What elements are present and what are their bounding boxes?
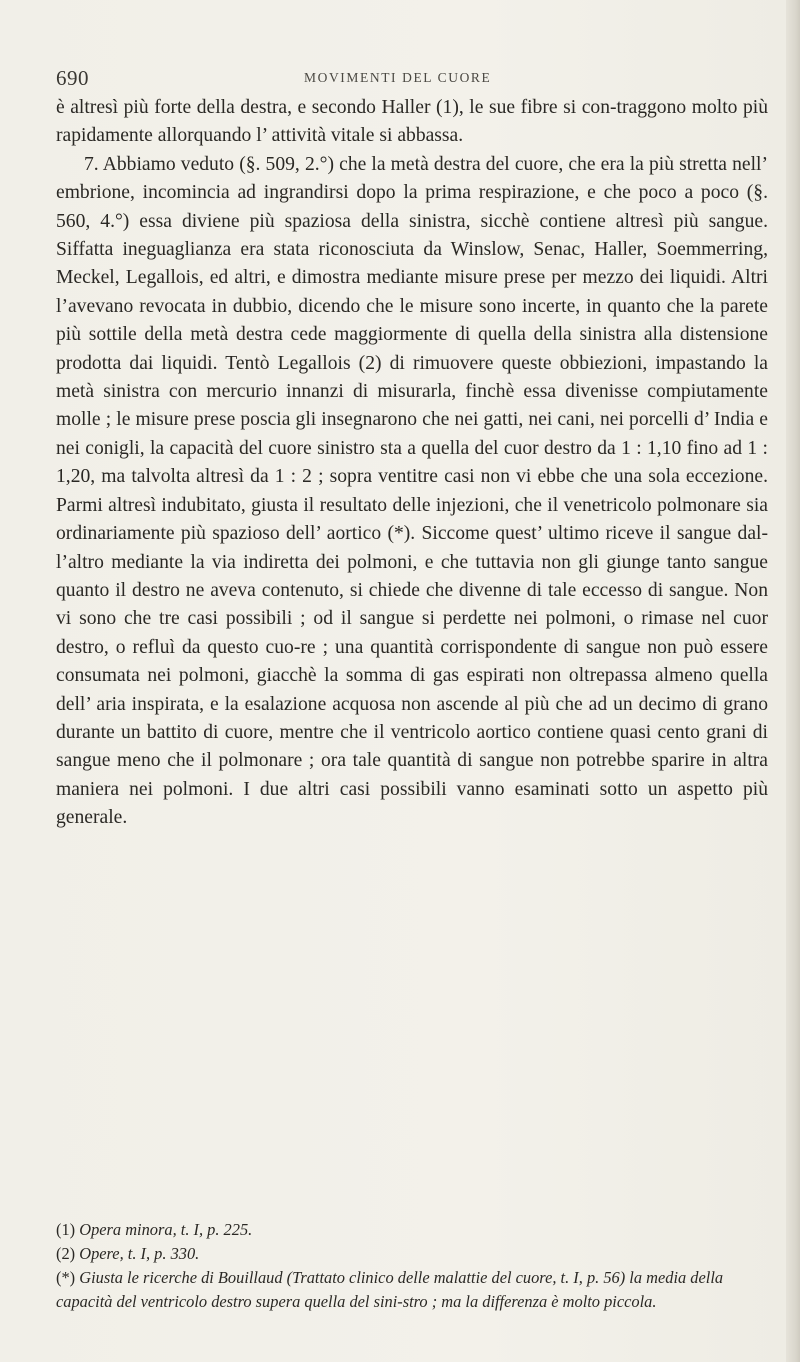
page-header: [56, 66, 762, 90]
paragraph-2: 7. Abbiamo veduto (§. 509, 2.°) che la metà destra del cuore, che era la più stretta nell’ embrione, incomincia ad ingrandirsi dopo la prima respirazione, e che poco a poco (§. 560, 4.°) essa diviene più spaziosa della sinistra, sicchè contiene altresì più sangue. Siffatta ineguaglianza era stata riconosciuta da Winslow, Senac, Haller, Soemmerring, Meckel, Legallois, ed altri, e dimostra mediante misure prese per mezzo dei liquidi. Altri l’avevano revocata in dubbio, dicendo che le misure sono incerte, in quanto che la parete più sottile della metà destra cede maggiormente di quella della sinistra alla distensione prodotta dai liquidi. Tentò Legallois (2) di rimuovere queste obbiezioni, impastando la metà sinistra con mercurio innanzi di misurarla, finchè essa divenisse compiutamente molle ; le misure prese poscia gli insegnarono che nei gatti, nei cani, nei porcelli d’ India e nei conigli, la capacità del cuore sinistro sta a quella del cuor destro da 1 : 1,10 fino ad 1 : 1,20, ma talvolta altresì da 1 : 2 ; sopra ventitre casi non vi ebbe che una sola eccezione. Parmi altresì indubitato, giusta il resultato delle injezioni, che il venetricolo polmonare sia ordinariamente più spazioso dell’ aortico (*). Siccome quest’ ultimo riceve il sangue dal-l’altro mediante la via indiretta dei polmoni, e che tuttavia non gli giunge tanto sangue quanto il destro ne aveva contenuto, si chiede che divenne di tale eccesso di sangue. Non vi sono che tre casi possibili ; od il sangue si perdette nei polmoni, o rimase nel cuor destro, o refluì da questo cuo-re ; una quantità corrispondente di sangue non può essere consumata nei polmoni, giacchè la somma di gas espirati non oltrepassa almeno quella dell’ aria inspirata, e la esalazione acquosa non ascende al più che ad un decimo di grano durante un battito di cuore, mentre che il ventricolo aortico contiene quasi cento grani di sangue meno che il polmonare ; ora tale quantità di sangue non potrebbe sparire in altra maniera nei polmoni. I due altri casi possibili vanno esaminati sotto un aspetto più generale.: [56, 153, 768, 829]
footnote-text: Opere, t. I, p. 330.: [79, 1244, 200, 1263]
footnote-text: Giusta le ricerche di Bouillaud (Trattato clinico delle malattie del cuore, t. I, p. 56) la media della capacità del ventricolo destro supera quella del sini-stro ; ma la differenza è molto piccola.: [56, 1268, 724, 1311]
footnote-text: Opera minora, t. I, p. 225.: [79, 1220, 253, 1239]
page-edge-shadow: [786, 0, 800, 1362]
running-head: MOVIMENTI DEL CUORE: [304, 70, 492, 85]
footnote-mark: (*): [56, 1268, 76, 1287]
footnotes: [56, 1218, 768, 1314]
body-text: [56, 94, 768, 833]
footnote-mark: (1): [56, 1220, 76, 1239]
footnote-1: [56, 1218, 768, 1242]
footnote-mark: (2): [56, 1244, 76, 1263]
footnote-2: [56, 1242, 768, 1266]
page-number: 690: [56, 66, 89, 90]
footnote-3: [56, 1266, 768, 1314]
paragraph-1: è altresì più forte della destra, e secondo Haller (1), le sue fibre si con-traggono molto più rapidamente allorquando l’ attività vitale si abbassa.: [56, 97, 768, 147]
